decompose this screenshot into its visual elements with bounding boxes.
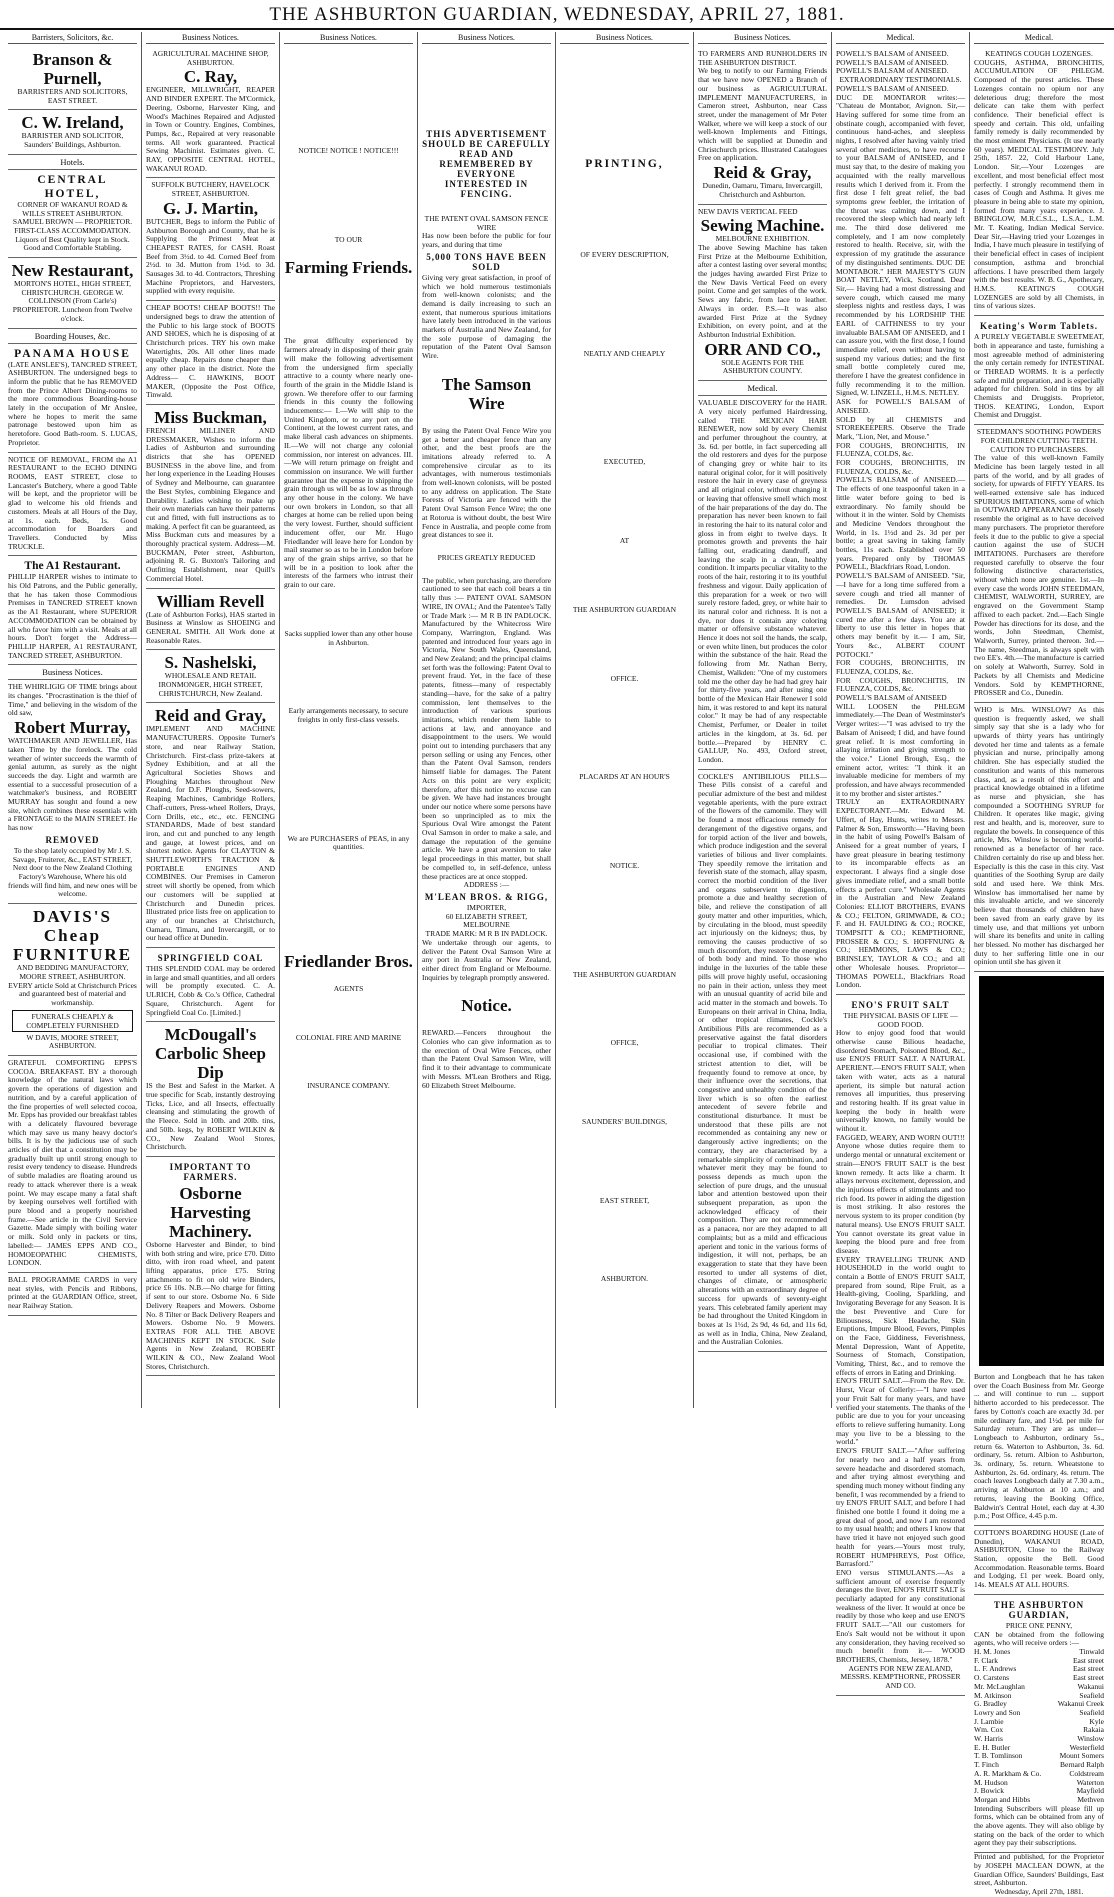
advert-mexican-hair xyxy=(698,396,827,770)
advert-new-restaurant xyxy=(8,258,137,329)
advert-title: Robert Murray, xyxy=(14,718,131,738)
advert-text: The above Sewing Machine has taken First Prize at the Melbourne Exhibition, after a contest lasting over several months; the judges having awarded First Prize to the New Davis Vertical Feed on every point. Come and get samples of the work. Sews any fabric, from lace to leather. Always in order. P.S.—It was also awarded First Prize at the Sydney Exhibition, on every point, and at the Ashburton Industrial Exhibition. xyxy=(698,242,827,339)
column-8 xyxy=(970,32,1108,1896)
advert-subtitle: NEW DAVIS VERTICAL FEED xyxy=(698,206,798,216)
advert-text: SUFFOLK BUTCHERY, HAVELOCK STREET, ASHBURTON. xyxy=(151,180,270,199)
advert-echo-dining xyxy=(8,453,137,557)
advert-text: (Late of Ashburton Forks), HAS started in Business at Winslow as SHOEING and GENERAL SMITH. All Work done at Reasonable Rates. xyxy=(146,609,275,645)
advert-steedman-powders xyxy=(974,425,1104,703)
advert-title: Farming Friends. xyxy=(284,258,413,278)
advert-subtitle: PRICE ONE PENNY, xyxy=(1005,1620,1073,1630)
agent-name: G. Bradley xyxy=(974,1699,1007,1709)
advert-text: COTTON'S BOARDING HOUSE (Late of Dunedin), WAKANUI ROAD, ASHBURTON, Close to the Railway Station, opposite the Bell. Good Accommodation. Reasonable terms. Board and Lodging, £1 per week. Board only, 14s. MEALS AT ALL HOURS. xyxy=(974,1527,1104,1590)
advert-cotton-coach xyxy=(974,1370,1104,1526)
advert-text: POWELL'S BALSAM of ANISEED.— The effects of one teaspoonful taken in a little water before going to bed is extraordinary. No family should be without it in the winter. Sold by Chemists and Medicine Vendors throughout the World, in 1s. 1½d and 2s. 3d per per bottle; a great saving in taking family bottles, 11s each. Established over 50 years. Prepared only by THOMAS POWELL, Blackfriars Road, London. xyxy=(836,475,965,572)
advert-text: ENGINEER, MILLWRIGHT, REAPER AND BINDER EXPERT. The M'Cormick, Deering, Osborne, Harvester King, and Wood's Machines Repaired and Adjusted in Town or Country. Engines, Combines, Pumps, &c., Repaired at very reasonable terms. All work guaranteed. Practical Sewing Machinist. Estimates given. C. RAY, OPPOSITE CENTRAL HOTEL, WAKANUI ROAD. xyxy=(146,85,275,173)
advert-subtitle: THIS ADVERTISEMENT SHOULD BE CAREFULLY READ AND REMEMBERED BY EVERYONE INTERESTED IN FENCING. xyxy=(422,129,551,199)
column-header: Medical. xyxy=(836,32,965,44)
section-heading: Hotels. xyxy=(8,155,137,170)
agent-place: Kyle xyxy=(1089,1716,1104,1726)
column-header: Barristers, Solicitors, &c. xyxy=(8,32,137,44)
advert-text: DUC DE MONTAROR writes:— "Chateau de Montabor, Avignon. Sir,—Having suffered for some time from an obstinate cough, accompanied with fever, continuous hand-aches, and sleepless nights, I resolved after having vainly tried several other medicines, to have recourse to your BALSAM of ANISEED, and I must say that, to the desire of making you acquainted with the really marvellous results which I derived from it. From the first dose I felt great relief, the bad symptoms grew feebler, the irritation of the throat was calming down, and I recovered the sleep which had nearly left me. The third dose delivered me completely, and I am now completely restored to health. Receive, sir, with the expression of my gratitude the assurance of my distinguished sentiments. DUC DE MONTABOR." HER MAJESTY'S GUN BOAT NETLEY, Wick, Scotland. Dear Sir,— Having had a most distressing and severe cough, which caused me many sleepless nights and restless days, I was recommended by his LORDSHIP THE EARL of CAITHNESS to try your invaluable BALSAM OF ANISEED, and I can assure you, with the first dose, I found immediate relief, even without having to suspend my various duties; and the first small bottle completely cured me, therefore I have the greatest confidence in fully recommending it to the million. Signed, W. LINZELL, H.M.S. NETLEY. xyxy=(836,92,965,398)
advert-subtitle: STEEDMAN'S SOOTHING POWDERS FOR CHILDREN CUTTING TEETH. xyxy=(976,427,1102,445)
agent-place: Seafield xyxy=(1079,1707,1104,1717)
advert-text: TRULY an EXTRAORDINARY EXPECTORANT.—Mr. Edward M. Uffert, of Hay, Hunts, writes to Messrs. Palmer & Son, Emsworth:—"Having been in the habit of using Powell's Balsam of Aniseed for a great number of years, I have great pleasure in bearing testimony to its incomparable effects as an expectorant. I always find a single dose gives immediate relief, and a small bottle effects a perfect cure." Wholesale Agents in the Australian and New Zealand Colonies: ELLIOT BROTHERS, EVANS & CO.; FELTON, GRIMWADE, & CO.; F. and H. FAULDING & CO.; ROCKE, TOMPSITT & CO.; KEMPTHORNE, PROSSER & CO.; S. HOFFNUNG & CO.; HEMMONS, LAWS & CO.; BRINSLEY, TAYLOR & CO.; and all other Wholesale houses. Proprietor—THOMAS POWELL, Blackfriars Road London. xyxy=(836,797,965,990)
agent-name: M. Atkinson xyxy=(974,1690,1012,1700)
column-header: Business Notices. xyxy=(284,32,413,44)
advert-title: DAVIS'S Cheap FURNITURE xyxy=(12,907,133,965)
advert-william-revell xyxy=(146,589,275,651)
agent-name: E. H. Butler xyxy=(974,1742,1011,1752)
agent-name: H. M. Jones xyxy=(974,1647,1011,1656)
advert-reid-gray-implements xyxy=(146,703,275,948)
advert-text: WHO is Mrs. WINSLOW? As this question is frequently asked, we shall simply say that she is a lady who for upwards of thirty years has untiringly devoted her time and talents as a female physician and nurse, principally among children. She has especially studied the constitution and wants of this numerous class, and, as a result of this effort and practical knowledge obtained in a lifetime as nurse and physician, she has compounded a SOOTHING SYRUP for Children. It operates like magic, giving rest and health, and is, moreover, sure to regulate the bowels. In consequence of this article, Mrs. Winslow is becoming world-renowned as a benefactor of her race. Children certainly do rise up and bless her. Especially is this the case in this city. Vast quantities of the Soothing Syrup are daily sold and used here. We think Mrs. Winslow has immortalised her name by this invaluable article, and we sincerely believe that thousands of children have been saved from an early grave by its timely use, and that millions yet unborn will share its benefits and unite in calling her blessed. No mother has discharged her duty to her suffering little one in our opinion until she has given it xyxy=(974,704,1104,967)
advert-text: ASHBURTON. xyxy=(600,1274,649,1284)
newspaper-masthead: THE ASHBURTON GUARDIAN, WEDNESDAY, APRIL 27, 1881. xyxy=(0,0,1114,30)
advert-title: Reid & Gray, xyxy=(713,163,812,183)
advert-text: IMPORTER, xyxy=(466,903,507,912)
agent-place: Westerfield xyxy=(1069,1742,1104,1752)
advert-martin-butcher xyxy=(146,178,275,301)
funerals-box: FUNERALS CHEAPLY & COMPLETELY FURNISHED xyxy=(12,1010,133,1032)
advert-mrs-winslow xyxy=(974,703,1104,972)
advert-title: ORR AND CO., xyxy=(704,339,821,359)
advert-text: SOLD by all CHEMISTS and STOREKEEPERS. Observe the Trade Mark, "Lion, Net, and Mouse." xyxy=(836,414,965,441)
column-header: Business Notices. xyxy=(146,32,275,44)
advert-text: MORTON'S HOTEL, HIGH STREET, CHRISTCHURCH. GEORGE W. COLLINSON (From Carle's) PROPRIETOR. Luncheon from Twelve o'clock. xyxy=(12,279,133,323)
advert-text: By using the Patent Oval Fence Wire you get a better and cheaper fence than any other, and the best proofs are the imitations already referred to. A comprehensive circular as to its advantages, with numerous testimonials from well-known colonists, will be posted to any address on application. The State Forests of Victoria are fenced with the Patent Oval Samson Fence Wire; the one at Rotorua is without doubt, the best Wire Fence in Australia, and people come from great distances to see it. xyxy=(422,425,551,540)
redaction-block xyxy=(979,976,1104,1366)
advert-text: EXECUTED, xyxy=(603,457,646,467)
advert-davis-sewing xyxy=(698,205,827,382)
advert-text: OF EVERY DESCRIPTION, xyxy=(580,250,669,259)
column-7 xyxy=(832,32,970,1691)
advert-title: Notice. xyxy=(461,996,512,1016)
advert-text: NOTICE OF REMOVAL, FROM the A1 RESTAURANT to the ECHO DINING ROOMS, EAST STREET, close to Lancaster's Butchery, where a good Table will be kept, and the proprietor will be glad to welcome his old friends and customers. Meals at all Hours of the Day, at 1s. each. Beds, 1s. Good accommodation for Boarders and Travellers. Conducted by Miss TRUCKLE. xyxy=(8,454,137,551)
column-2 xyxy=(142,32,280,1408)
agent-place: Methven xyxy=(1077,1794,1104,1804)
advert-text: COLONIAL FIRE AND MARINE xyxy=(295,1032,402,1042)
advert-text: COUGHS, ASTHMA, BRONCHITIS, ACCUMULATION OF PHLEGM. Composed of the purest articles. These Lozenges contain no opium nor any deleterious drug; therefore the most delicate can take them with perfect confidence. Their beneficial effect is speedy and certain. This old, unfailing family remedy is daily recommended by the most eminent Physicians. (It use nearly 60 years). MEDICAL TESTIMONY. July 25th, 1857. 22, Cold Harbour Lane, London. Sir,—Your Lozenges are excellent, and most beneficial effect most perfectly. I strongly recommend them in cases of Cough and Asthma. It gives me pleasure in being able to state my opinion, formed from many years experience. J. BRINGLOW, M.R.C.S.L., L.S.A., L.M. Mr. T. Keating, Indian Medical Service. Dear Sir,—Having tried your Lozenges in India, I have much pleasure in testifying of their beneficial effect in cases of incipient consumption, asthma and bronchial affections. I have prescribed them largely with the best results. W. B. G., Apothecary, H.M.S. KEATING'S COUGH LOZENGES are sold by all Chemists, in tins of various sizes. xyxy=(974,57,1104,311)
advert-text: FAGGED, WEARY, AND WORN OUT!!! Anyone whose duties require them to undergo mental or unnatural excitement or strain—ENO'S FRUIT SALT is the best known remedy. It acts like a charm. It allays nervous excitement, depression, and the injurious effects of stimulants and too rich food. Its power in aiding the digestion is most striking. It also restores the nervous system to its proper condition (by natural means). Use ENO'S FRUIT SALT. You cannot overstate its great value in keeping the blood pure and free from disease. xyxy=(836,1132,965,1255)
advert-text: AGENTS FOR NEW ZEALAND, MESSRS. KEMPTHORNE, PROSSER AND CO. xyxy=(840,1663,961,1691)
advert-text: OFFICE, xyxy=(610,1038,639,1048)
advert-text: TRADE MARK: M R B IN PADLOCK. xyxy=(425,929,548,939)
advert-text: REWARD.—Fencers throughout the Colonies who can give information as to the erection of Oval Wire Fences, other than the Patent Oval Samson Wire, will find it to their advantage to communicate with Messrs. M'Lean Brothers and Rigg, 60 Elizabeth Street Melbourne. xyxy=(422,1028,551,1090)
advert-text: FRENCH MILLINER AND DRESSMAKER, Wishes to inform the Ladies of Ashburton and surrounding districts that she has OPENED BUSINESS in the above line, and from her long experience in the Leading Houses of Sydney and Melbourne, can guarantee the Best Styles, combining Elegance and Durability. Ladies wishing to make up their own materials can have their patterns cut and fitted, with full instructions as to making. A perfect fit can be guaranteed, as Miss Buckman cuts and measures by a thoroughly practical system. Address—M. BUCKMAN, Peter street, Ashburton, adjoining R. G. Buxton's Tailoring and Outfitting Establishment, near Quill's Commercial Hotel. xyxy=(146,425,275,583)
agent-place: Seafield xyxy=(1079,1690,1104,1700)
advert-keating-worm xyxy=(974,316,1104,425)
advert-subtitle: POWELL'S BALSAM of ANISEED. xyxy=(836,66,949,76)
advert-robert-murray xyxy=(8,680,137,904)
agent-name: L. F. Andrews xyxy=(974,1664,1017,1674)
advert-nashelski xyxy=(146,650,275,703)
advert-text: COCKLE'S ANTIBILIOUS PILLS— These Pills consist of a careful and peculiar admixture of the best and mildest vegetable aperients, with the pure extract of the flowers of the camomile. They will be found a most efficacious remedy for derangement of the digestive organs, and for torpid action of the liver and bowels, which produce indigestion and the several varieties of bilious and liver complaints. They speedily remove the irritation and feverish state of the stomach, allay spasm, correct the morbid condition of the liver and organs subservient to digestion, promote a due and healthy secretion of bile, and relieve the constipation of all gouty matter and other impurities, which, by circulating in the blood, must speedily act injuriously on the kidneys; thus, by removing the causes productive of so much discomfort, they restore the energies of both body and mind. To those who indulge in the luxuries of the table these pills will prove highly useful, occasioning no pain in their action, unless they meet with an unusual quantity of acrid bile and acid matter in the stomach and bowels. To Europeans on their arrival in China, India, or other tropical climates, Cockle's Antibilious Pills are recommended as a preservative against the fatal disorders peculiar to tropical climates. Their occasional use, if combined with the strictest attention to diet, will be frequently found to remove at once, by their influence over the secretions, that congestive and unhealthy condition of the liver which is so often the earliest antecedent of severe febrile and constitutional disturbance. It must be understood that these pills are not recommended as containing any new or dangerously active ingredients; on the contrary, they are characterised by a remarkable simplicity of combination, and whatever merit they may be found to possess depends as much upon the selection of pure drugs, and the unusual labor and attention bestowed upon their subsequent preparation, as upon the acknowledged efficacy of their composition. They are not recommended as a panacea, nor are they adapted to all complaints; but as a mild and efficacious aperient and tonic in the various forms of indigestion, it will not, perhaps, be an exaggeration to state that they have been resorted to under all systems of diet, changes of climate, or atmospheric alterations with an extraordinary degree of success for upwards of seventy-eight years. This celebrated family aperient may be had throughout the United Kingdom in boxes at 1s 1½d, 2s 9d, 4s 6d, and 11s 6d, as well as in India, China, New Zealand, and the Australian Colonies. xyxy=(698,771,827,1347)
advert-subtitle: CAUTION TO PURCHASERS. xyxy=(990,444,1088,454)
advert-title: C. W. Ireland, xyxy=(21,113,124,133)
advert-osborne-machinery xyxy=(146,1157,275,1377)
advert-springfield-coal xyxy=(146,948,275,1022)
advert-text: SAUNDERS' BUILDINGS, xyxy=(581,1117,668,1127)
advert-text: ENO'S FRUIT SALT.—"After suffering for nearly two and a half years from severe headache and disordered stomach, and after trying almost everything and spending much money without finding any benefit, I was recommended by a friend to try ENO'S FRUIT SALT, and before I had finished one bottle I found it doing me a great deal of good, and now I am restored to my usual health; and others I know that have tried it have not enjoyed such good health for years.—Yours most truly, ROBERT HUMPHREYS, Post Office, Barrasford." xyxy=(836,1446,965,1569)
advert-panama-house xyxy=(8,344,137,453)
section-heading: Business Notices. xyxy=(8,665,137,680)
advert-text: BARRISTER AND SOLICITOR, Saunders' Buildings, Ashburton. xyxy=(21,131,124,150)
advert-notice-line: NOTICE! NOTICE ! NOTICE!!! xyxy=(298,146,399,155)
agent-name: M. Hudson xyxy=(974,1777,1008,1787)
advert-subtitle: POWELL'S BALSAM of ANISEED xyxy=(836,693,947,703)
advert-epps-cocoa xyxy=(8,1056,137,1273)
column-3 xyxy=(280,32,418,1408)
column-5 xyxy=(556,32,694,1408)
advert-text: NOTICE. xyxy=(609,860,640,870)
advert-subtitle: TO FARMERS AND RUNHOLDERS IN THE ASHBURTON DISTRICT. xyxy=(698,49,827,67)
agent-place: East street xyxy=(1072,1664,1104,1674)
advert-text: (LATE ANSLEE'S), TANCRED STREET, ASHBURTON. The undersigned begs to inform the public that he has REMOVED from the Prince Albert Dining-rooms to the more commodious Boarding-house lately in the occupation of Mr Anslee, where he hopes to merit the same patronage bestowed upon him as heretofore. Good Bath-room. S. LUCAS, Proprietor. xyxy=(8,359,137,447)
advert-cockles-pills xyxy=(698,770,827,1352)
advert-text: SOLE AGENTS FOR THE ASHBURTON COUNTY. xyxy=(721,357,804,376)
agent-place: Mayfield xyxy=(1076,1786,1104,1796)
advert-subtitle: POWELL'S BALSAM of ANISEED. xyxy=(836,57,949,67)
advert-subtitle: FOR COUGHS, BRONCHITIS, IN FLUENZA, COLDS, &c. xyxy=(836,440,965,459)
advert-davis-furniture xyxy=(8,904,137,1056)
advert-powells-balsam xyxy=(836,47,965,995)
agent-place: Wakanui Creek xyxy=(1057,1699,1104,1709)
advert-title: CENTRAL HOTEL, xyxy=(37,173,108,200)
agent-name: Mr. McLaughlan xyxy=(974,1681,1025,1691)
advert-title: William Revell xyxy=(156,591,265,611)
advert-branson-purnell xyxy=(8,47,137,110)
advert-text: MELBOURNE EXHIBITION. xyxy=(715,234,810,244)
section-heading: Medical. xyxy=(698,381,827,396)
advert-text: A PURELY VEGETABLE SWEETMEAT, both in appearance and taste, furnishing a most agreeable method of administering the only certain remedy for INTESTINAL or THREAD WORMS. It is a perfectly safe and mild preparation, and is especially adapted for children. Sold in tins by all Chemists and Druggists. Proprietor, THOS. KEATING, London, Export Chemist and Druggist. xyxy=(974,332,1104,420)
advert-text: Intending Subscribers will please fill up forms, which can be obtained from any of the above agents. They will also oblige by stating on the back of the order to which agent they pay their subscriptions. xyxy=(974,1803,1104,1848)
column-header: Business Notices. xyxy=(422,32,551,44)
advert-text: Burton and Longbeach that he has taken over the Coach Business from Mr. George ... and will continue to run ... support hitherto accorded to his predecessor. The fares by Cotton's coach are exactly 3d. per mile ordinary fare, and 1½d. per mile for Saturday return. They are as under— Longbeach to Ashburton, ordinary 5s., return 6s. Waterton to Ashburton, 3s. 6d. ordinary, 5s. return. Albion to Ashburton, 3s. ordinary, 5s. return. Wheatstone to Ashburton, 2s. 6d. ordinary, 4s. return. The coach leaves Longbeach daily at 7.30 a.m., arriving at Ashburton at 10 a.m.; and returns, leaving the Booking Office, Baldwin's Central Hotel, each day at 4.30 p.m.; Post Office, 4.45 p.m. xyxy=(974,1372,1104,1521)
advert-title: PRINTING, xyxy=(585,158,664,170)
advert-text: ENO versus STIMULANTS.—As a sufficient amount of exercise frequently deranges the liver, ENO'S FRUIT SALT is peculiarly adapted for any constitutional weakness of the liver. It would at once be readily by those who keep and use ENO'S FRUIT SALT.—"All our customers for Eno's Salt would not be without it upon any consideration, they having received so much benefit from it.— WOOD BROTHERS, Chemists, Jersey, 1878." xyxy=(836,1567,965,1664)
advert-text: BALL PROGRAMME CARDS in very neat styles, with Pencils and Ribbons, printed at the GUARDIAN Office, street, near Railway Station. xyxy=(8,1274,137,1311)
advert-text: THE ASHBURTON GUARDIAN xyxy=(572,604,677,614)
advert-text: IMPLEMENT AND MACHINE MANUFACTURERS. Opposite Turner's store, and near Railway Station, Christchurch. First-class prize-takers at Sydney Exhibition, and at all the Agricultural Societies Shows and Ploughing Matches throughout New Zealand, for D.F. Ploughs, Seed-sowers, Reaping Machines, Cambridge Rollers, Chaff-cutters, Press-wheel Rollers, Drays, Corn Drills, etc., etc., etc. FENCING STANDARDS, Made of best standard iron, and cut and punched to any length and gauge, at lowest prices, and on shortest notice. Agents for CLAYTON & SHUTTLEWORTH'S TRACTION & PORTABLE ENGINES AND COMBINES. Our Premises in Cameron street will shortly be opened, from which our customers will be supplied at Christchurch and Dunedin prices. Illustrated price lists free on application to any of our branches at Christchurch, Oamaru, Timaru, and Invercargill, or to our head office at Dunedin. xyxy=(146,724,275,943)
advert-subtitle: THE PATENT OVAL SAMSON FENCE WIRE xyxy=(424,214,549,232)
advert-ireland xyxy=(8,110,137,154)
advert-text: THE WHIRLIGIG OF TIME brings about its changes. "Procrastination is the thief of Time," and believing in the wisdom of the old saw, xyxy=(8,682,137,718)
advert-text: BARRISTERS AND SOLICITORS, EAST STREET. xyxy=(17,87,128,105)
advert-title: McDougall's Carbolic Sheep Dip xyxy=(155,1025,266,1083)
advert-text: We beg to notify to our Farming Friends that we have now OPENED a Branch of our business as AGRICULTURAL IMPLEMENT MANUFACTURERS, in Cameron street, Ashburton, near Cass street, under the management of Mr Peter Walker, where we will keep a stock of our well-known Implements and Fittings, which will be supplied at Dunedin and Christchurch prices. Illustrated Catalogues Free on application. xyxy=(698,66,827,163)
advert-text: Has now been before the public for four years, and during that time xyxy=(422,231,551,250)
advert-title: G. J. Martin, xyxy=(163,198,258,218)
advert-subtitle: 5,000 TONS HAVE BEEN SOLD xyxy=(426,251,547,272)
agent-place: Bernard Ralph xyxy=(1060,1760,1104,1770)
advert-text: W DAVIS, MOORE STREET, ASHBURTON. xyxy=(26,1032,119,1051)
agent-place: Rakaia xyxy=(1083,1725,1104,1735)
agent-name: Morgan and Hibbs xyxy=(974,1794,1031,1804)
advert-text: TO OUR xyxy=(334,234,363,244)
advert-text: To the shop lately occupied by Mr J. S. Savage, Fruiterer, &c., EAST STREET, Next door to the New Zealand Clothing Factory's Warehouse, Where his old friends will find him, and new ones will be welcome. xyxy=(8,845,137,899)
agent-place: Wakanui xyxy=(1077,1681,1104,1691)
advert-text: WATCHMAKER AND JEWELLER, Has taken Time by the forelock. The cold weather of winter succeeds the warmth of genial autumn, as surely as the night succeeds the day. Light and warmth are essential to a successful prosecution of a watchmaker's business, and ROBERT MURRAY has sought and found a new site, which combines these essentials with a FRONTAGE to the MAIN STREET. He has now xyxy=(8,736,137,833)
advert-title: The A1 Restaurant. xyxy=(24,560,121,573)
advert-text: Osborne Harvester and Binder, to bind with both string and wire, price £70. Ditto ditto, with iron road wheel, and patent lifting apparatus, price £75. String attachments to fit on old wire Binders, price £6 10s. N.B.—No charge for fitting if sent to our store. Osborne No. 6 Side Delivery Reapers and Mowers. Osborne No. 8 Tilter or Back Delivery Reapers and Mowers. Osborne No. 9 Mowers. EXTRAS FOR ALL THE ABOVE MACHINES KEPT IN STOCK. Sole Agents in New Zealand, ROBERT WILKIN & CO., New Zealand Wool Stores, Christchurch. xyxy=(146,1239,275,1371)
agent-name: F. Clark xyxy=(974,1655,998,1665)
advert-text: BUTCHER, Begs to inform the Public of Ashburton Borough and County, that he is Supplying the Primest Meat at CHEAPEST RATES, for CASH. Roast Beef from 3½d. to 4d. Corned Beef from 2½d. to 3d. Mutton from 1½d. to 3d. Sausages 3d. to 4d. Contractors, Threshing Machine Proprietors, and Harvesters, supplied with every requisite. xyxy=(146,216,275,296)
agent-place: Waterton xyxy=(1076,1777,1104,1787)
column-6 xyxy=(694,32,832,1408)
agent-place: Winslow xyxy=(1077,1734,1104,1744)
advert-title: Friedlander Bros. xyxy=(284,952,413,972)
agent-place: Mount Somers xyxy=(1059,1751,1104,1761)
advert-text: NEATLY AND CHEAPLY xyxy=(583,348,666,358)
advert-text: We are PURCHASERS of PEAS, in any quantities. xyxy=(287,833,410,852)
advert-subtitle: SPRINGFIELD COAL xyxy=(157,953,264,964)
advert-text: AND BEDDING MANUFACTORY, MOORE STREET, ASHBURTON. EVERY article Sold at Christchurch Prices and guaranteed best of material and workmanship. xyxy=(8,963,137,1007)
column-header: Business Notices. xyxy=(698,32,827,44)
advert-subtitle: POWELL'S BALSAM of ANISEED. xyxy=(836,83,949,93)
advert-text: ADDRESS :— xyxy=(463,880,510,890)
agent-place: East street xyxy=(1072,1673,1104,1683)
advert-text: AT xyxy=(619,536,630,546)
advert-subtitle: EXTRAORDINARY TESTIMONIALS. xyxy=(839,75,962,85)
advert-title: Reid and Gray, xyxy=(155,706,266,726)
advert-text: ENO'S FRUIT SALT.—From the Rev. Dr. Hurst, Vicar of Collerly:—"I have used your Fruit Salt for many years, and have verified your statements. The thanks of the public are due to you for your unceasing efforts to relieve suffering humanity. Long may you live to be a blessing to the world." xyxy=(836,1376,965,1447)
advert-central-hotel xyxy=(8,170,137,258)
agent-name: J. Bowick xyxy=(974,1786,1004,1796)
advert-text: EVERY TRAVELLING TRUNK AND HOUSEHOLD in the world ought to contain a Bottle of ENO'S FRUIT SALT, prepared from sound, Ripe Fruit, as a Health-giving, Cooling, Sparkling, and Invigorating Beverage for any Season. It is the best Preventive and Cure for Biliousness, Sick Headache, Skin Eruptions, Impure Blood, Fevers, Pimples on the Face, Giddiness, Feverishness, Mental Depression, Want of Appetite, Sourness of Stomach, Constipation, Vomiting, Thirst, &c., and to remove the effects of errors in Eating and Drinking. xyxy=(836,1254,965,1377)
column-1 xyxy=(4,32,142,1408)
agent-name: T. Finch xyxy=(974,1760,999,1770)
agent-list xyxy=(974,1648,1104,1805)
advert-text: PLACARDS AT AN HOUR'S xyxy=(579,772,670,782)
advert-title: PANAMA HOUSE xyxy=(14,347,131,360)
advert-text: Early arrangements necessary, to secure freights in only first-class vessels. xyxy=(288,706,409,724)
imprint: Printed and published, for the Proprietor by JOSEPH MACLEAN DOWN, at the Guardian Office, Saunders' Buildings, East street, Ashburton. xyxy=(974,1852,1104,1888)
advert-text: How to enjoy good food that would otherwise cause Bilious headache, disordered Stomach, Poisoned Blood, &c., use ENO'S FRUIT SALT. A NATURAL APERIENT.—ENO'S FRUIT SALT, when taken with water, acts as a natural aperient, its simple but natural action removes all impurities, thus preserving and restoring health. If its great value in keeping the body in health were universally known, no family would be without it. xyxy=(836,1028,965,1134)
agent-name: W. Harris xyxy=(974,1734,1003,1744)
agent-name: O. Carstens xyxy=(974,1673,1009,1683)
advert-title: Miss Buckman, xyxy=(154,407,267,427)
advert-text: CORNER OF WAKANUI ROAD & WILLS STREET ASHBURTON. SAMUEL BROWN — PROPRIETOR. FIRST-CLASS ACCOMMODATION. Liquors of Best Quality kept in Stock. Good and Comfortable Stabling. xyxy=(12,199,133,253)
advert-subtitle: M'LEAN BROS. & RIGG, xyxy=(424,892,549,902)
advert-text: CHEAP BOOTS! CHEAP BOOTS!! The undersigned begs to draw the attention of the Public to his large stock of BOOTS AND SHOES, which he is disposing of at Christchurch prices. TRY his own make Watertights, 20s. All other lines made equally cheap. Repairs done cheaper than any other place in the district. Note the Address— C. HAWKINS, BOOT MAKER, (Opposite the Post Office, Tinwald. xyxy=(146,303,275,400)
advert-title: C. Ray, xyxy=(183,67,238,87)
advert-text: CAN be obtained from the following agents, who will receive orders :— xyxy=(974,1629,1104,1648)
advert-subtitle: FOR COUGHS, BRONCHITIS, IN FLUENZA, COLDS, &c. xyxy=(836,458,965,476)
advert-ball-programme xyxy=(8,1273,137,1316)
advert-c-ray xyxy=(146,47,275,178)
advert-text: IS the Best and Safest in the Market. A true specific for Scab, instantly destroying Ticks, Lice, and all Insects, effectually cleansing and stimulating the growth of the Fleece. Sold in 10lb. and 20lb. tins, and 50lb. kegs, by ROBERT WILKIN & CO., New Zealand Wool Stores, Christchurch. xyxy=(146,1081,275,1152)
agent-name: Lowry and Son xyxy=(974,1707,1021,1717)
advert-text: AGRICULTURAL MACHINE SHOP, ASHBURTON. xyxy=(152,49,269,67)
advert-enos-fruit-salt xyxy=(836,995,965,1696)
advert-title: THE ASHBURTON GUARDIAN, xyxy=(993,1599,1085,1620)
advert-text: OFFICE. xyxy=(610,673,639,683)
advert-title: Osborne Harvesting Machinery. xyxy=(169,1183,252,1241)
advert-text: POWELL'S BALSAM of ANISEED. "Sir,—I have for a long time suffered from a severe cough and tried all manner of remedies. Dr. Lumsdon advised POWELL'S BALSAM of ANISEED; it cured me after a few days. You are at liberty to use this letter in hopes that others may benefit by it.— I am, Sir, Yours &c., ALBERT COUNT POTOCKI." xyxy=(836,571,965,659)
advert-subtitle: ASK for POWELL'S BALSAM of ANISEED. xyxy=(836,397,965,415)
advert-subtitle: THE PHYSICAL BASIS OF LIFE — GOOD FOOD. xyxy=(843,1010,958,1029)
advert-text: VALUABLE DISCOVERY for the HAIR. A very nicely perfumed Hairdressing, called THE MEXICAN HAIR RENEWER, now sold by every Chemist and perfumer throughout the country, at 3s. 6d. per bottle, in fact superceding all the old restorers and dyes for the purpose of changing grey or white hair to its natural original color, for it will positively restore the hair in every case of greyness and all original color, without changing it or leaving that offensive smell which most of the hair preparations of the day do. The preparation has never been known to fail in restoring the hair to its natural color and gloss in from eight to twelve days. It promotes growth and prevents the hair falling out, eradicating dandruff, and leaving the scalp in a clean, healthy condition. It imparts peculiar vitality to the roots of the hair, restoring it to its youthful freshness and vigour. Daily application of this preparation for a week or two will surely restore faded, grey, or white hair to its natural color and richness. It is not a dye, nor does it contain any coloring matter or offensive substance whatever. Hence it does not soil the hands, the scalp, or even white linen, but produces the color within the substance of the hair. Read the following from Mr. Nathan Berry, Chemist, Walkden: "One of my customers told me the other day he had had grey hair for thirty-five years, and after using one bottle of the Mexican Hair Renewer I sold him, it was restored to and kept its natural color." It may be had of any respectable Chemist, Perfumer, or Dealer in toilet articles in the kingdom, at 3s. 6d. per bottle.—Prepared by HENRY C. GALLUP, No. 493, Oxford street, London. xyxy=(698,398,827,764)
advert-text: The value of this well-known Family Medicine has been largely tested in all parts of the world, and by all grades of society, for upwards of FIFTY YEARS. Its well-earned extensive sale has induced SPURIOUS IMITATIONS, some of which in OUTWARD APPEARANCE so closely resemble the original as to have deceived many purchasers. The proprietor therefore feels it due to the public to give a special caution against the use of SUCH IMITATIONS. Purchasers are therefore requested carefully to observe the four following distinctive characteristics, without which none are genuine. 1st.—In every case the words JOHN STEEDMAN, CHEMIST, WALWORTH, SURREY, are engraved on the Government Stamp affixed to each packet. 2nd.—Each Single Powder has directions for its dose, and the words, John Steedman, Chemist, Walworth, Surrey, printed thereon. 3rd.—The name, Steedman, is always spelt with two EE's. 4th.—The manufacture is carried on solely at Walworth, Surrey. Sold in Packets by all Chemists and Medicine Vendors. Sold by KEMPTHORNE, PROSSER and Co., Dunedin. xyxy=(974,453,1104,698)
advert-mcdougall-dip xyxy=(146,1022,275,1157)
advert-text: THE ASHBURTON GUARDIAN xyxy=(572,969,677,979)
advert-a1-restaurant xyxy=(8,556,137,665)
advert-text: The great difficulty experienced by farmers already in disposing of their grain will make the following advertisement from the undersigned firm specially attractive to a county where nearly one-fourth of the grain in the Middle Island is grown. We therefore offer to our farming friends in this county the following inducements:— I.—We will ship to the United Kingdom, or to any port on the Continent, at the lowest current rates, and make liberal cash advances on shipments. II.—We will not charge any colonial commission, nor interest on advances. III.—We will return primage on freight and commission on insurance. We will further guarantee that the expense in shipping the grain through us will be as low as through any other house in the colony. We have our own brokers in London, so that all charges at home can be relied upon being the very lowest. Further, should sufficient inducement offer, our Mr. Hugo Friedlander will leave here for London by mail steamer so as to be in London before any of the grain ships arrive, so that he will be in a position to look after the interests of the farmers who intrust their grain to our care. xyxy=(284,336,413,590)
column-header: Business Notices. xyxy=(560,32,689,44)
advert-text: The public, when purchasing, are therefore cautioned to see that each coil bears a tin tally thus :— PATENT OVAL SAMSON WIRE, IN OVAL; And the Patentee's Tally or Trade Mark :— M R B IN PADLOCK. Manufactured by the Whitecross Wire Company, Warrington, England. Was patented and introduced four years ago in Victoria, New South Wales, Queensland, and New Zealand; and the principal claims set forth was the following: Patent Oval to prevent fraud. Yet, in the face of these patents, fitness—many of respectably standing—have, for the sake of a paltry commission, lent themselves to the introduction of various spurious imitations, which render them liable to actions at law, and annoyance and disappointment to the users. We would point out to intending purchasers that any person selling or using any Fences, other than the Patent Oval Samson, renders himself liable for damages. The Patent Acts on this point are very explicit; therefore, after this notice no excuse can be given. We have had instances brought under our notice where some persons have been so unprincipled as to mix the Spurious Oval Wire amongst the Patent Oval Samson in order to make a sale, and damage the reputation of the genuine article. We have a great aversion to take legal proceedings in this matter, but shall be compelled to, in self-defence, unless these practices are at once stopped. xyxy=(422,575,551,881)
advert-text: THIS SPLENDID COAL may be ordered in large and small quantities, and all orders will be promptly executed. C. A. ULRICH, Cobb & Co.'s Office, Cathedral Square, Christchurch. Agent for Springfield Coal Co. [Limited.] xyxy=(146,964,275,1017)
advert-text: We undertake through our agents, to deliver the Patent Oval Samson Wire at any port in Australia or New Zealand, either direct from England or Melbourne. Inquiries by telegraph promptly answered. xyxy=(422,937,551,982)
advert-title: The Samson Wire xyxy=(441,374,532,413)
advert-title: ENO'S FRUIT SALT xyxy=(851,999,950,1010)
advert-cotton-boarding xyxy=(974,1526,1104,1595)
advert-title: Branson & Purnell, xyxy=(32,50,113,88)
agent-name: T. B. Tomlinson xyxy=(974,1751,1023,1761)
advert-subtitle: POWELL'S BALSAM of ANISEED. xyxy=(836,49,949,58)
advert-text: EAST STREET, xyxy=(599,1195,650,1205)
section-heading: Boarding Houses, &c. xyxy=(8,329,137,344)
advert-title: New Restaurant, xyxy=(11,261,134,281)
advert-text: Sacks supplied lower than any other house in Ashburton. xyxy=(284,628,413,647)
advert-text: WILL LOOSEN the PHLEGM immediately.—The Dean of Westminster's Verger writes:—"I was advised to try the Balsam of Aniseed; I did, and have found great relief. It is most comforting in allaying irritation and giving strength to the voice." Lionel Brough, Esq., the eminent actor, writes: "I think it an invaluable medicine for members of my profession, and have always recommended it to my brother and sister artistes." xyxy=(836,701,965,798)
agent-place: East street xyxy=(1072,1655,1104,1665)
advert-text: Giving very great satisfaction, in proof of which we hold numerous testimonials from well-known colonists; and the demand is daily increasing to such an extent, that numerous spurious imitations have lately been introduced in the various markets of Australia and New Zealand, for the sole purpose of damaging the reputation of the Patent Oval Samson Wire. xyxy=(422,272,551,361)
newspaper-columns xyxy=(4,32,1110,1896)
advert-subtitle: FOR COUGHS, BRONCHITIS, IN FLUENZA, COLDS, &c. xyxy=(836,675,965,694)
advert-subtitle: FOR COUGHS, BRONCHITIS, IN FLUENZA, COLDS, &c. xyxy=(836,658,965,676)
advert-guardian-agents xyxy=(974,1595,1104,1853)
advert-text: AGENTS xyxy=(333,984,364,994)
advert-subtitle: PRICES GREATLY REDUCED xyxy=(437,552,536,562)
advert-hawkins-boots xyxy=(146,301,275,405)
advert-text: WHOLESALE AND RETAIL IRONMONGER, HIGH STREET, CHRISTCHURCH, New Zealand. xyxy=(158,671,263,698)
agent-name: J. Lambie xyxy=(974,1716,1004,1726)
agent-place: Coldstream xyxy=(1069,1768,1104,1778)
advert-text: GRATEFUL COMFORTING EPPS'S COCOA. BREAKFAST. BY a thorough knowledge of the natural laws which govern the operations of digestion and nutrition, and by a careful application of the fine properties of well selected cocoa, Mr. Epps has provided our breakfast tables with a delicately flavoured beverage which may save us many heavy doctor's bills. It is by the judicious use of such articles of diet that a constitution may be gradually built up until strong enough to resist every tendency to disease. Hundreds of subtle maladies are floating around us ready to attack wherever there is a weak point. We may escape many a fatal shaft by keeping ourselves well fortified with pure blood and a properly nourished frame.—See article in the Civil Service Gazette. Made simply with boiling water or milk. Sold only in packets or tins, labelled:— JAMES EPPS AND CO., HOMOEOPATHIC CHEMISTS, LONDON. xyxy=(8,1058,137,1268)
advert-subtitle: IMPORTANT TO FARMERS. xyxy=(169,1161,252,1182)
advert-reid-gray-branch xyxy=(698,47,827,205)
imprint-date: Wednesday, April 27th, 1881. xyxy=(994,1886,1084,1896)
advert-title: Keating's Worm Tablets. xyxy=(979,321,1099,332)
column-4 xyxy=(418,32,556,1408)
agent-place: Tinwald xyxy=(1079,1647,1104,1656)
advert-text: 60 ELIZABETH STREET, MELBOURNE xyxy=(445,911,528,930)
advert-text: INSURANCE COMPANY. xyxy=(307,1081,390,1091)
advert-title: S. Nashelski, xyxy=(164,653,257,673)
advert-title: Sewing Machine. xyxy=(700,216,825,236)
agent-name: A. R. Markham & Co. xyxy=(974,1768,1042,1778)
agent-name: Wm. Cox xyxy=(974,1725,1004,1735)
advert-text: Dunedin, Oamaru, Timaru, Invercargill, Christchurch and Ashburton. xyxy=(702,181,823,199)
advert-text: PHILLIP HARPER wishes to intimate to his Old Patrons, and the Public generally, that he has taken those Commodious Premises in TANCRED STREET known as the A1 Restaurant, where SUPERIOR ACCOMMODATION can be obtained by all who favor him with a visit. Meals at all hours. Don't forget the Address— PHILLIP HARPER, A1 RESTAURANT, TANCRED STREET, ASHBURTON. xyxy=(8,572,137,660)
advert-subtitle: KEATINGS COUGH LOZENGES. xyxy=(985,49,1093,58)
advert-miss-buckman xyxy=(146,405,275,589)
column-header: Medical. xyxy=(974,32,1104,44)
advert-keating-lozenges xyxy=(974,47,1104,316)
advert-subtitle: REMOVED xyxy=(45,834,100,845)
